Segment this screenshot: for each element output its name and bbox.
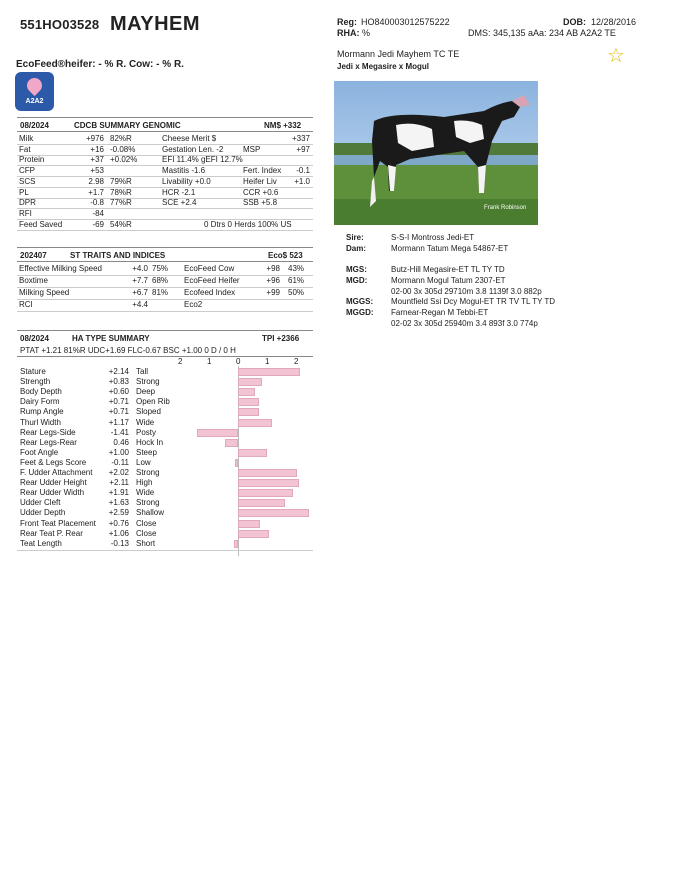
pedigree-record: 02-02 3x 305d 25940m 3.4 893f 3.0 774p <box>391 319 538 328</box>
st-trait-rel: 75% <box>152 264 169 273</box>
cdcb-trait-name: SCS <box>19 176 36 186</box>
cdcb-daughters: 0 Dtrs 0 Herds 100% US <box>204 219 292 229</box>
type-trait-bar <box>238 479 299 487</box>
cdcb-trait-name: CFP <box>19 166 35 176</box>
type-trait-name: Feet & Legs Score <box>20 457 87 467</box>
type-trait-value: +2.02 <box>108 468 129 477</box>
cdcb-index-value: +337 <box>291 134 310 143</box>
cdcb-trait-rel: 79%R <box>110 176 132 186</box>
type-trait-bar <box>238 419 272 427</box>
type-trait-desc: Steep <box>136 447 157 457</box>
row-divider <box>17 311 313 312</box>
cdcb-trait-value: 2.98 <box>88 176 104 186</box>
st-trait-value: +7.7 <box>132 276 148 285</box>
type-trait-desc: Sloped <box>136 407 161 417</box>
type-trait-desc: High <box>136 478 153 488</box>
cdcb-header-rule <box>17 131 313 132</box>
photo-credit: Frank Robinson <box>484 205 527 211</box>
cdcb-index-label-2: Heifer Liv <box>243 176 277 186</box>
type-trait-name: Foot Angle <box>20 447 59 457</box>
type-trait-bar <box>197 429 238 437</box>
cdcb-trait-value: +1.7 <box>88 187 104 197</box>
cdcb-trait-name: Protein <box>19 155 45 165</box>
type-trait-name: Udder Depth <box>20 508 66 518</box>
row-divider <box>17 208 313 209</box>
type-trait-bar <box>235 459 238 467</box>
type-scale-tick: 2 <box>294 357 299 366</box>
cdcb-trait-value: -84 <box>92 208 104 218</box>
st-date: 202407 <box>20 251 47 260</box>
st-trait-value: +6.7 <box>132 288 148 297</box>
st-trait-name: Milking Speed <box>19 288 70 297</box>
cdcb-index-value: -0.1 <box>296 166 310 176</box>
cdcb-index-label-2: CCR +0.6 <box>243 187 279 197</box>
type-trait-value: -0.11 <box>111 457 129 467</box>
st-top-rule <box>17 247 313 248</box>
type-trait-desc: Close <box>136 528 157 538</box>
type-trait-bar <box>238 469 297 477</box>
cdcb-trait-name: PL <box>19 187 29 197</box>
type-trait-bar <box>238 388 255 396</box>
type-scale-tick: 1 <box>265 357 270 366</box>
type-trait-name: Rear Udder Height <box>20 478 87 488</box>
cdcb-index-value: +97 <box>296 144 310 154</box>
type-scale-tick: 0 <box>236 357 241 366</box>
tpi-value: TPI +2366 <box>262 334 300 343</box>
st-index-rel: 61% <box>288 276 305 285</box>
cdcb-index-value: +1.0 <box>294 176 310 186</box>
cdcb-date: 08/2024 <box>20 121 49 130</box>
type-trait-value: +2.11 <box>109 478 129 488</box>
cdcb-trait-rel: 78%R <box>110 187 132 197</box>
type-trait-value: +1.06 <box>108 528 129 538</box>
type-trait-name: Dairy Form <box>20 397 60 407</box>
type-trait-bar <box>238 509 309 517</box>
cdcb-index-label-2: MSP <box>243 144 261 154</box>
ecofeed-summary: EcoFeed®heifer: - % R. Cow: - % R. <box>16 59 184 70</box>
type-trait-value: +0.60 <box>108 387 129 397</box>
type-scale-tick: 2 <box>178 357 183 366</box>
type-top-rule <box>17 330 313 331</box>
type-scale-tick: 1 <box>207 357 212 366</box>
cdcb-trait-value: +16 <box>90 144 104 154</box>
cdcb-trait-value: +37 <box>90 155 104 165</box>
rha-value: % <box>362 28 371 38</box>
cdcb-title: CDCB SUMMARY GENOMIC <box>74 121 181 130</box>
type-trait-value: -1.41 <box>110 427 129 437</box>
type-trait-name: Rear Udder Width <box>20 488 85 498</box>
st-trait-rel: 68% <box>152 276 169 285</box>
type-trait-desc: Deep <box>136 387 156 397</box>
type-trait-bar <box>238 520 260 528</box>
pedigree-label: Dam: <box>346 244 367 253</box>
st-index-name: EcoFeed Heifer <box>184 276 240 285</box>
cdcb-index-label-2: SSB +5.8 <box>243 198 278 208</box>
type-trait-value: +0.76 <box>108 518 129 528</box>
st-index-name: Eco2 <box>184 300 203 309</box>
type-trait-bar <box>238 408 259 416</box>
st-trait-value: +4.4 <box>132 300 148 309</box>
cdcb-trait-name: Milk <box>19 134 34 143</box>
cdcb-index-label: Gestation Len. -2 <box>162 144 224 154</box>
pedigree-name: Farnear-Regan M Tebbi-ET <box>391 308 489 317</box>
milk-drop-icon <box>24 75 45 96</box>
st-index-value: +98 <box>266 264 280 273</box>
st-trait-name: Boxtime <box>19 276 48 285</box>
cdcb-trait-rel: -0.08% <box>110 144 136 154</box>
type-trait-value: +2.59 <box>108 508 129 518</box>
st-trait-name: Effective Milking Speed <box>19 264 103 273</box>
cdcb-trait-name: DPR <box>19 198 36 208</box>
ptat-line: PTAT +1.21 81%R UDC+1.69 FLC-0.67 BSC +1.00 0 D / 0 H <box>20 346 236 355</box>
type-trait-bar <box>238 530 269 538</box>
type-trait-value: +1.91 <box>108 488 129 498</box>
type-trait-desc: Close <box>136 518 157 528</box>
type-trait-name: Rear Legs-Rear <box>20 437 77 447</box>
type-trait-desc: Wide <box>136 488 155 498</box>
type-trait-desc: Low <box>136 457 151 467</box>
cdcb-index-label: SCE +2.4 <box>162 198 197 208</box>
reg-label: Reg: <box>337 17 357 27</box>
pedigree-name: Mountfield Ssi Dcy Mogul-ET TR TV TL TY TD <box>391 297 556 306</box>
type-trait-value: +1.17 <box>108 417 129 427</box>
st-trait-value: +4.0 <box>132 264 148 273</box>
bull-photo <box>334 81 538 225</box>
type-trait-value: +0.71 <box>108 397 129 407</box>
cdcb-trait-rel: 54%R <box>110 219 132 229</box>
type-trait-bar <box>238 378 262 386</box>
type-trait-name: Stature <box>20 367 46 376</box>
cdcb-index-label: HCR -2.1 <box>162 187 196 197</box>
cdcb-trait-name: RFI <box>19 208 32 218</box>
pedigree-label: MGGD: <box>346 308 374 317</box>
type-trait-desc: Strong <box>136 498 160 508</box>
type-trait-bar <box>238 499 285 507</box>
cdcb-index-label: EFI 11.4% gEFI 12.7% <box>162 155 243 165</box>
type-trait-value: +1.63 <box>108 498 129 508</box>
pedigree-label: MGS: <box>346 265 367 274</box>
type-trait-value: +0.71 <box>108 407 129 417</box>
type-trait-value: +1.00 <box>108 447 129 457</box>
st-index-rel: 50% <box>288 288 305 297</box>
type-trait-desc: Hock In <box>136 437 164 447</box>
type-trait-name: F. Udder Attachment <box>20 468 93 477</box>
type-trait-name: Rump Angle <box>20 407 64 417</box>
dob-label: DOB: <box>563 17 586 27</box>
type-date: 08/2024 <box>20 334 49 343</box>
type-trait-name: Strength <box>20 377 51 387</box>
type-trait-bar <box>238 398 259 406</box>
st-index-name: EcoFeed Cow <box>184 264 235 273</box>
eco-dollar: Eco$ 523 <box>268 251 303 260</box>
a2a2-badge <box>15 72 54 111</box>
cdcb-index-label: Mastitis -1.6 <box>162 166 206 176</box>
type-trait-bar <box>238 368 300 376</box>
cdcb-trait-rel: +0.02% <box>110 155 138 165</box>
star-icon[interactable]: ☆ <box>607 45 625 67</box>
sire-code: 551HO03528 <box>20 17 100 32</box>
cdcb-trait-rel: 77%R <box>110 198 132 208</box>
nm-dollar: NM$ +332 <box>264 121 302 130</box>
st-index-rel: 43% <box>288 264 305 273</box>
cdcb-trait-value: -69 <box>92 219 104 229</box>
st-title: ST TRAITS AND INDICES <box>70 251 166 260</box>
type-trait-value: 0.46 <box>113 437 129 447</box>
pedigree-name: Mormann Mogul Tatum 2307-ET <box>391 276 506 285</box>
cdcb-trait-value: -0.8 <box>90 198 104 208</box>
cdcb-index-label: Livability +0.0 <box>162 176 211 186</box>
row-divider <box>17 550 313 551</box>
type-title: HA TYPE SUMMARY <box>72 334 150 343</box>
st-trait-name: RCI <box>19 300 33 309</box>
cdcb-top-rule <box>17 117 313 118</box>
pedigree-name: Mormann Tatum Mega 54867-ET <box>391 244 509 253</box>
type-trait-bar <box>225 439 238 447</box>
type-trait-bar <box>238 449 267 457</box>
dms-line: DMS: 345,135 aAa: 234 AB A2A2 TE <box>468 28 616 38</box>
cdcb-trait-value: +976 <box>85 134 104 143</box>
pedigree-name: Butz-Hill Megasire-ET TL TY TD <box>391 265 505 274</box>
type-trait-value: +0.83 <box>108 377 129 387</box>
type-trait-name: Rear Teat P. Rear <box>20 528 83 538</box>
rha-label: RHA: <box>337 28 360 38</box>
type-trait-name: Udder Cleft <box>20 498 61 508</box>
st-trait-rel: 81% <box>152 288 169 297</box>
pedigree-name: S-S-I Montross Jedi-ET <box>391 233 475 242</box>
st-header-rule <box>17 261 313 262</box>
cdcb-trait-rel: 82%R <box>110 134 132 143</box>
type-trait-name: Thurl Width <box>20 417 61 427</box>
cdcb-index-label: Cheese Merit $ <box>162 134 217 143</box>
bull-name: MAYHEM <box>110 13 201 35</box>
pedigree-label: MGD: <box>346 276 368 285</box>
type-trait-name: Body Depth <box>20 387 62 397</box>
cdcb-trait-name: Feed Saved <box>19 219 63 229</box>
pedigree-record: 02-00 3x 305d 29710m 3.8 1139f 3.0 882p <box>391 287 542 296</box>
cdcb-trait-name: Fat <box>19 144 31 154</box>
type-trait-desc: Wide <box>136 417 155 427</box>
type-trait-desc: Tall <box>136 367 149 376</box>
cdcb-index-label-2: Fert. Index <box>243 166 282 176</box>
a2a2-badge-label: A2A2 <box>25 98 44 105</box>
type-trait-name: Front Teat Placement <box>20 518 96 528</box>
type-trait-value: -0.13 <box>110 538 129 548</box>
type-trait-desc: Strong <box>136 377 160 387</box>
type-trait-bar <box>238 489 293 497</box>
type-trait-name: Teat Length <box>20 538 62 548</box>
type-trait-bar <box>234 540 238 548</box>
st-index-name: Ecofeed Index <box>184 288 236 297</box>
reg-value: HO840003012575222 <box>361 17 450 27</box>
pedigree-short: Jedi x Megasire x Mogul <box>337 62 430 71</box>
pedigree-label: Sire: <box>346 233 364 242</box>
row-divider <box>17 299 313 300</box>
dob-value: 12/28/2016 <box>591 17 637 27</box>
type-trait-name: Rear Legs-Side <box>20 427 76 437</box>
type-trait-desc: Open Rib <box>136 397 170 407</box>
st-index-value: +96 <box>266 276 280 285</box>
type-trait-desc: Strong <box>136 468 160 477</box>
type-trait-desc: Shallow <box>136 508 165 518</box>
row-divider <box>17 230 313 231</box>
cdcb-trait-value: +53 <box>90 166 104 176</box>
pedigree-label: MGGS: <box>346 297 374 306</box>
type-trait-value: +2.14 <box>108 367 129 376</box>
type-trait-desc: Posty <box>136 427 157 437</box>
full-name: Mormann Jedi Mayhem TC TE <box>337 49 460 59</box>
st-index-value: +99 <box>266 288 280 297</box>
type-trait-desc: Short <box>136 538 156 548</box>
